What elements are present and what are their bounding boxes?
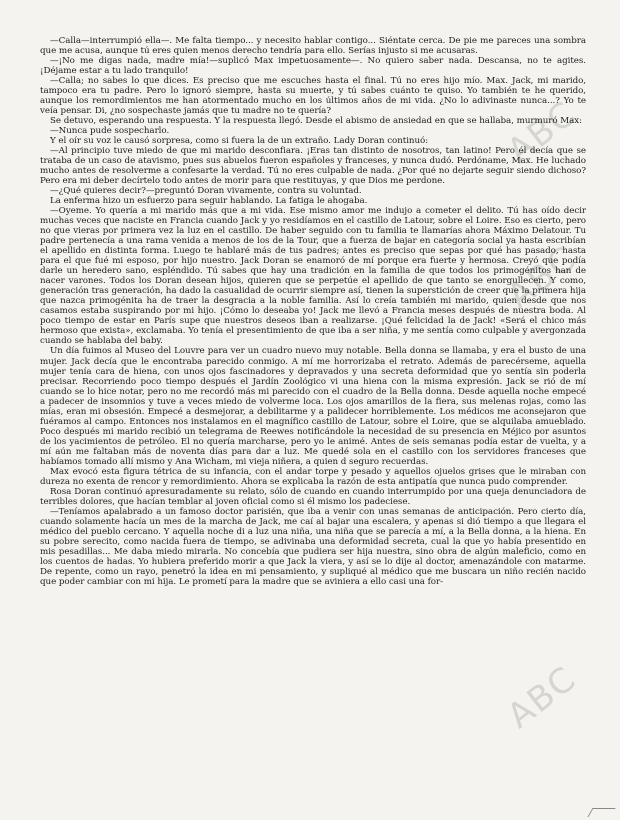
paragraph: —Al principio tuve miedo de que mi marido desconfiara. ¡Eras tan distinto de nosotros, tan latino! Pero él decía que se trataba de un caso de atavismo, pues sus abuelos fueron españoles y franceses, y nunca dudó. Perdóname, Max. He luchado mucho antes de resolverme a confesarte la verdad. Tú no eres culpable de nada. ¿Por qué no dejarte seguir siendo dichoso? Pero era mi deber decírtelo todo antes de morir para que restituyas, y que Dios me perdone. <box>40 146 586 187</box>
watermark-stamp: ABC <box>500 238 585 317</box>
paragraph: Y el oír su voz le causó sorpresa, como si fuera la de un extraño. Lady Doran continuó: <box>50 136 429 147</box>
paragraph: Max evocó esta figura tétrica de su infancia, con el andar torpe y pesado y aquellos ojuelos grises que le miraban con dureza no exenta de rencor y remordimiento. Ahora se explicaba la razón de esta antipatía que nunca pudo comprender. <box>40 466 586 487</box>
document-page <box>40 36 586 587</box>
watermark-stamp: ABC <box>500 93 585 172</box>
paragraph: Se detuvo, esperando una respuesta. Y la respuesta llegó. Desde el abismo de ansiedad en que se hallaba, murmuró Max: <box>50 116 583 127</box>
paragraph: Un día fuimos al Museo del Louvre para ver un cuadro nuevo muy notable. Bella donna se llamaba, y era el busto de una mujer. Jack decía que le encontraba parecido conmigo. A mí me horrorizaba el retrato. Además de parecérseme, aquella mujer tenía cara de hiena, con unos ojos fascinadores y depravados y una secreta deformidad que yo sentía sin poderla precisar. Recorriendo poco tiempo después el Jardín Zoológico vi una hiena con la misma expresión. Jack se rió de mí cuando se lo hice notar, pero no me recordó más mi parecido con el cuadro de la Bella donna. Desde aquella noche empecé a padecer de insomnios y tuve a veces miedo de volverme loca. Los ojos amarillos de la fiera, sus melenas rojas, como las mías, eran mi obsesión. Empecé a desmejorar, a debilitarme y a palidecer horriblemente. Los médicos me aconsejaron que fuéramos al campo. Entonces nos instalamos en el magnífico castillo de Latour, sobre el Loire, que se alquilaba amueblado. Poco después mi marido recibió un telegrama de Reewes notificándole la necesidad de su presencia en Méjico por asuntos de los yacimientos de petróleo. El no quería marcharse, pero yo le animé. Antes de seis semanas podía estar de vuelta, y a mí aún me faltaban más de noventa días para dar a luz. Me quedé sola en el castillo con los servidores franceses que habíamos tomado allí mismo y Ana Wicham, mi vieja niñera, a quien d seguro recuerdas. <box>40 346 586 467</box>
watermark-stamp: ABC <box>500 658 585 737</box>
paragraph: La enferma hizo un esfuerzo para seguir hablando. La fatiga le ahogaba. <box>50 196 368 207</box>
paragraph: —Teníamos apalabrado a un famoso doctor parisién, que iba a venir con unas semanas de anticipación. Pero cierto día, cuando solamente hacía un mes de la marcha de Jack, me caí al bajar una escalera, y apenas si dió tiempo a que llegara el médico del pueblo cercano. Y aquella noche di a luz una niña, una niña que se parecía a mí, a la Bella donna, a la hiena. En su pobre serecito, como nacida fuera de tiempo, se adivinaba una deformidad secreta, cual la que yo había presentido en mis pesadillas... Me daba miedo mirarla. No concebía que pudiera ser hija nuestra, sino obra de algún maleficio, como en los cuentos de hadas. Yo hubiera preferido morir a que Jack la viera, y así se lo dije al doctor, amenazándole con matarme. De repente, como un rayo, penetró la idea en mi pensamiento, y supliqué al médico que me buscara un niño recién nacido que poder cambiar con mi hija. Le prometí para la madre que se aviniera a ello casi una for- <box>40 506 586 587</box>
paragraph: —Calla—interrumpió ella—. Me falta tiempo... y necesito hablar contigo... Siéntate cerca. De pie me pareces una sombra que me acusa, aunque tú eres quien menos derecho tendría para ello. Serías injusto si me acusaras. <box>40 36 586 57</box>
paragraph: Rosa Doran continuó apresuradamente su relato, sólo de cuando en cuando interrumpido por una queja denunciadora de terribles dolores, que hacían temblar al joven oficial como si él mismo los padeciese. <box>40 486 586 507</box>
paragraph: —¿Qué quieres decir?—preguntó Doran vivamente, contra su voluntad. <box>50 186 362 197</box>
paragraph: —¡No me digas nada, madre mía!—suplicó Max impetuosamente—. No quiero saber nada. Descansa, no te agites. ¡Déjame estar a tu lado tranquilo! <box>40 56 586 77</box>
paragraph: —Calla; no sabes lo que dices. Es preciso que me escuches hasta el final. Tú no eres hijo mío. Max. Jack, mi marido, tampoco era tu padre. Pero lo ignoró siempre, hasta su muerte, y tú sabes cuánto te quiso. Yo también te he querido, aunque los remordimientos me han atormentado mucho en los últimos años de mi vida. ¿No lo adivinaste nunca...? Yo te veía pensar. Di, ¿no sospechaste jamás que tu madre no te quería? <box>40 76 586 117</box>
paragraph: —Oyeme. Yo quería a mi marido más que a mi vida. Ese mismo amor me indujo a cometer el delito. Tú has oído decir muchas veces que naciste en Francia cuando Jack y yo residíamos en el castillo de Latour, sobre el Loire. Eso es cierto, pero no que vieras por primera vez la luz en el castillo. De haber seguido con tu familia te llamarías ahora Máximo Delatour. Tu padre pertenecía a una rama venida a menos de los de la Tour, que a fuerza de bajar en categoría social ya hasta escribían el apellido en distinta forma. Luego te hablaré más de tus padres; antes es preciso que sepas por qué has pasado, hasta para el que fué mi esposo, por hijo nuestro. Jack Doran se enamoró de mí porque era fuerte y hermosa. Creyó que podía darle un heredero sano, espléndido. Tú sabes que hay una tradición en la familia de que todos los primogénitos han de nacer varones. Todos los Doran desean hijos, quieren que se perpetúe el apellido de que tanto se enorgullecen. Y como, generación tras generación, ha dado la casualidad de ocurrir siempre así, tienen la superstición de creer que la primera hija que nazca primogénita ha de traer la desgracia a la noble familia. Así lo creía también mi marido, quien desde que nos casamos estaba suspirando por mi hijo. ¡Cómo lo deseaba yo! Jack me llevó a Francia meses después de nuestra boda. Al poco tiempo de estar en París supe que nuestros deseos iban a realizarse. ¡Qué felicidad la de Jack! «Será el chico más hermoso que exista», exclamaba. Yo tenía el presentimiento de que iba a ser niña, y me sentía como culpable y avergonzada cuando se hablaba del baby. <box>40 206 586 347</box>
page-fold-mark <box>587 808 615 817</box>
paragraph: —Nunca pude sospecharlo. <box>50 126 170 137</box>
